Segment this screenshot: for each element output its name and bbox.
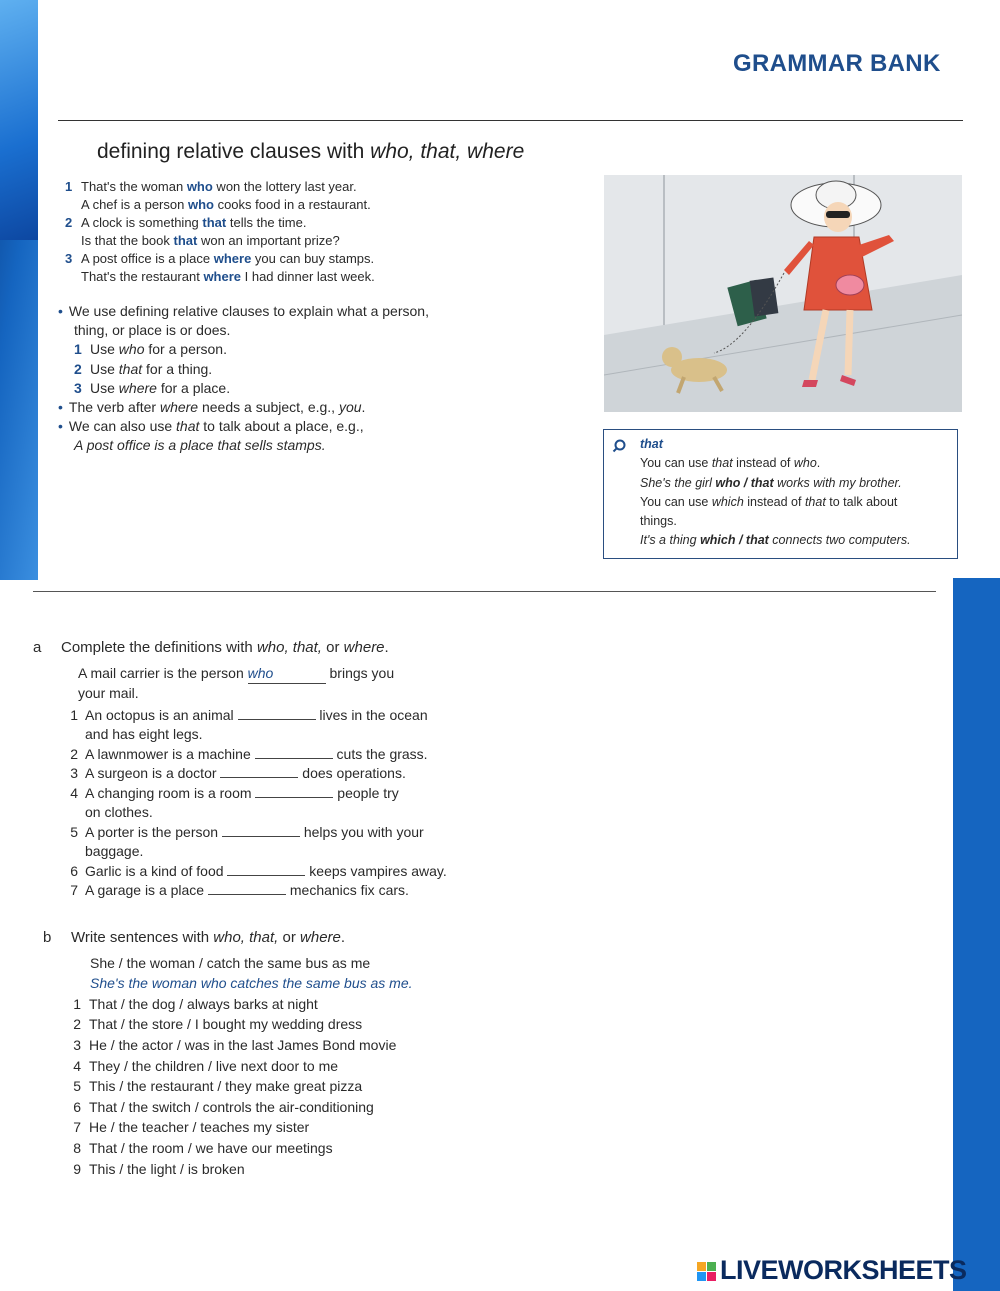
section-heading-keywords: who, that, where	[370, 140, 525, 163]
answer-blank[interactable]	[255, 785, 333, 798]
rule-item: • We can also use that to talk about a place, e.g.,	[58, 418, 364, 435]
model-answer: who	[248, 664, 326, 685]
exercise-a-item: 3 A surgeon is a doctor does operations.	[70, 765, 406, 781]
tip-line: You can use which instead of that to talk about	[640, 494, 898, 509]
example-line: A chef is a person who cooks food in a restaurant.	[81, 197, 371, 212]
woman-with-dog-illustration	[604, 175, 962, 412]
grammar-rules	[58, 302, 478, 456]
tip-line: She's the girl who / that works with my brother.	[640, 475, 902, 490]
example-line: 1 That's the woman who won the lottery last year.	[65, 179, 357, 194]
illustration-woman-shopping	[604, 175, 962, 412]
exercise-b-item[interactable]: 5 This / the restaurant / they make great pizza	[73, 1078, 363, 1095]
section-heading	[97, 140, 524, 164]
rule-item: • We use defining relative clauses to explain what a person,	[58, 303, 429, 319]
answer-blank[interactable]	[220, 765, 298, 778]
exercise-a-item: 5 A porter is the person helps you with your	[70, 823, 424, 840]
top-divider	[58, 120, 963, 121]
answer-blank[interactable]	[227, 863, 305, 876]
exercise-a-item: 1 An octopus is an animal lives in the ocean	[70, 706, 428, 723]
tip-line: You can use that instead of who.	[640, 456, 821, 471]
example-line: 2 A clock is something that tells the time.	[65, 215, 307, 230]
exercise-b-model-answer: She's the woman who catches the same bus as me.	[90, 975, 413, 992]
answer-blank[interactable]	[238, 707, 316, 720]
exercise-a-item: 2 A lawnmower is a machine cuts the grass.	[70, 745, 428, 762]
exercise-a-model: A mail carrier is the person who brings you	[33, 664, 473, 685]
exercise-a	[33, 638, 473, 901]
exercise-b-item[interactable]: 1 That / the dog / always barks at night	[73, 995, 318, 1012]
tip-line: things.	[640, 514, 677, 529]
exercise-a-item-cont: and has eight legs.	[85, 726, 203, 742]
exercise-b-item[interactable]: 7 He / the teacher / teaches my sister	[73, 1119, 310, 1136]
answer-blank[interactable]	[255, 746, 333, 759]
exercise-b-model-prompt: She / the woman / catch the same bus as me	[90, 954, 371, 971]
section-divider	[33, 591, 936, 592]
exercise-a-item: 4 A changing room is a room people try	[70, 784, 399, 801]
right-blue-strip	[953, 578, 1000, 1291]
exercise-a-model-cont: your mail.	[78, 685, 139, 701]
exercise-a-item: 7 A garage is a place mechanics fix cars.	[70, 882, 409, 898]
answer-blank[interactable]	[222, 824, 300, 837]
exercise-b-item[interactable]: 9 This / the light / is broken	[73, 1160, 245, 1177]
page-title: GRAMMAR BANK	[733, 50, 941, 77]
example-line: 3 A post office is a place where you can buy stamps.	[65, 251, 375, 266]
exercise-a-instruction: a Complete the definitions with who, that, or where.	[33, 639, 389, 656]
exercise-b-item[interactable]: 2 That / the store / I bought my wedding dress	[73, 1016, 363, 1033]
liveworksheets-logo[interactable]: LIVEWORKSHEETS	[720, 1255, 967, 1285]
tip-line: It's a thing which / that connects two computers.	[640, 533, 911, 548]
rule-example: A post office is a place that sells stamps.	[74, 437, 326, 454]
exercise-b-instruction: b Write sentences with who, that, or where.	[43, 929, 346, 946]
rule-item: • The verb after where needs a subject, e.g., you.	[58, 399, 366, 416]
example-line: Is that the book that won an important prize?	[81, 233, 340, 248]
exercise-b-item[interactable]: 8 That / the room / we have our meetings	[73, 1139, 333, 1156]
exercise-b-item[interactable]: 6 That / the switch / controls the air-conditioning	[73, 1098, 374, 1115]
exercise-b	[43, 928, 483, 1179]
liveworksheets-logo-icon	[697, 1262, 717, 1282]
section-heading-text: defining relative clauses with	[97, 140, 371, 163]
examples-box	[58, 178, 573, 294]
rule-item-cont: thing, or place is or does.	[74, 322, 231, 339]
example-line: That's the restaurant where I had dinner last week.	[81, 269, 375, 284]
magnifier-icon	[612, 439, 626, 453]
exercise-b-item[interactable]: 4 They / the children / live next door to me	[73, 1057, 339, 1074]
tip-box	[603, 429, 958, 559]
exercise-b-item[interactable]: 3 He / the actor / was in the last James Bond movie	[73, 1036, 397, 1053]
exercise-a-item-cont: on clothes.	[85, 804, 153, 820]
answer-blank[interactable]	[208, 882, 286, 895]
exercise-a-item-cont: baggage.	[85, 843, 144, 859]
left-blue-decoration	[0, 0, 38, 240]
rule-sub-item: 2 Use that for a thing.	[74, 360, 213, 377]
tip-title: that	[640, 437, 663, 451]
rule-sub-item: 1 Use who for a person.	[74, 341, 227, 358]
exercise-a-item: 6 Garlic is a kind of food keeps vampires away.	[70, 862, 447, 879]
rule-sub-item: 3 Use where for a place.	[74, 379, 231, 396]
